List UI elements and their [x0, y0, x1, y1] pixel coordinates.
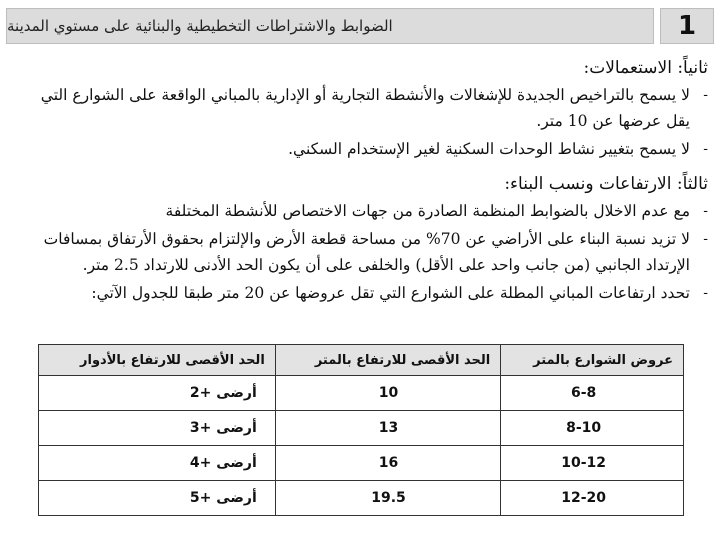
section3-bullet-1	[30, 198, 708, 224]
section2-heading: ثانياً: الاستعمالات:	[583, 58, 708, 78]
bullet-dash-icon: -	[703, 87, 708, 103]
cell-height: 16	[275, 446, 500, 481]
header-street-width: عروض الشوارع بالمتر	[501, 345, 684, 376]
bullet-text: لا يسمح بتغيير نشاط الوحدات السكنية لغير الإستخدام السكني.	[288, 140, 690, 158]
heights-table	[38, 344, 684, 516]
bullet-dash-icon: -	[703, 285, 708, 301]
cell-height: 19.5	[275, 481, 500, 516]
cell-floors: أرضى +5	[39, 481, 276, 516]
document-body	[30, 52, 708, 308]
cell-street: 10-12	[501, 446, 684, 481]
table-row	[39, 376, 684, 411]
bullet-text: لا تزيد نسبة البناء على الأراضي عن 70% من مساحة قطعة الأرض والإلتزام بحقوق الأرتفاق بمسافات الإرتداد الجانبي (من جانب واحد على الأقل) والخلفى على أن يكون الحد الأدنى للارتداد 2.5 متر.	[43, 230, 690, 274]
bullet-dash-icon: -	[703, 141, 708, 157]
cell-street: 6-8	[501, 376, 684, 411]
table-header-row	[39, 345, 684, 376]
cell-floors: أرضى +3	[39, 411, 276, 446]
section3-bullet-3	[30, 280, 708, 306]
cell-floors: أرضى +4	[39, 446, 276, 481]
section3-heading: ثالثاً: الارتفاعات ونسب البناء:	[504, 174, 708, 194]
table-row	[39, 446, 684, 481]
section3-bullet-2	[30, 226, 708, 278]
table-row	[39, 411, 684, 446]
bullet-text: لا يسمح بالتراخيص الجديدة للإشغالات والأنشطة التجارية أو الإدارية بالمباني الواقعة على الشوارع التي يقل عرضها عن 10 متر.	[40, 86, 690, 130]
section-number: 1	[677, 11, 697, 41]
cell-height: 10	[275, 376, 500, 411]
header-max-height-m: الحد الأقصى للارتفاع بالمتر	[275, 345, 500, 376]
section2-bullet-1	[30, 82, 708, 134]
bullet-text: مع عدم الاخلال بالضوابط المنظمة الصادرة من جهات الاختصاص للأنشطة المختلفة	[165, 202, 690, 220]
table-row	[39, 481, 684, 516]
header-max-floors: الحد الأقصى للارتفاع بالأدوار	[39, 345, 276, 376]
header-title: الضوابط والاشتراطات التخطيطية والبنائية على مستوي المدينة	[7, 17, 393, 35]
bullet-dash-icon: -	[703, 231, 708, 247]
cell-street: 12-20	[501, 481, 684, 516]
cell-street: 8-10	[501, 411, 684, 446]
bullet-text: تحدد ارتفاعات المباني المطلة على الشوارع التي تقل عروضها عن 20 متر طبقا للجدول الآتي:	[91, 284, 690, 302]
header-bar	[6, 8, 654, 44]
section-number-box	[660, 8, 714, 44]
bullet-dash-icon: -	[703, 203, 708, 219]
cell-height: 13	[275, 411, 500, 446]
cell-floors: أرضى +2	[39, 376, 276, 411]
section2-bullet-2	[30, 136, 708, 162]
